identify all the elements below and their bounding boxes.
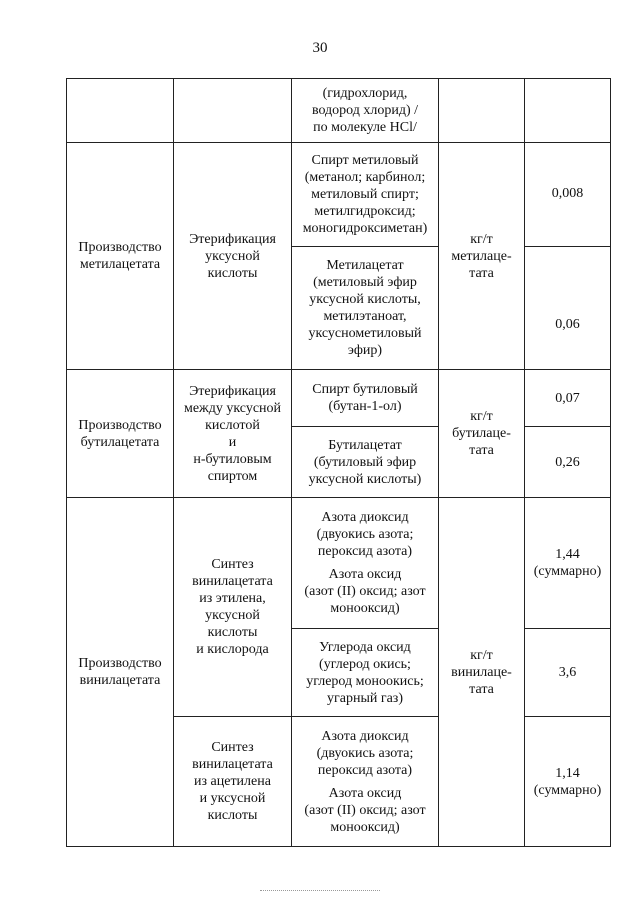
production-text: Производство винилацетата xyxy=(78,656,162,688)
substance-text: Азота оксид (азот (II) оксид; азот монооксид) xyxy=(304,785,426,835)
process-cell xyxy=(174,370,292,498)
page-number: 30 xyxy=(312,40,328,56)
unit-text: кг/т винилаце- тата xyxy=(451,647,512,697)
process-cell xyxy=(174,717,292,847)
unit-cell xyxy=(439,370,525,498)
substance-text: Азота диоксид (двуокись азота; пероксид азота) xyxy=(316,510,414,559)
substance-text: Бутилацетат (бутиловый эфир уксусной кислоты) xyxy=(308,437,422,487)
value-cell xyxy=(525,629,611,717)
value-text: 3,6 xyxy=(558,665,577,680)
process-cell xyxy=(174,498,292,717)
value-text: 0,06 xyxy=(555,316,580,332)
footer-divider xyxy=(260,890,380,891)
substance-cell xyxy=(292,370,439,427)
emissions-table xyxy=(66,78,611,847)
substance-text: (гидрохлорид, водород хлорид) / по молекуле HCl/ xyxy=(311,86,419,135)
value-cell xyxy=(525,247,611,370)
process-text: Этерификация уксусной кислоты xyxy=(189,231,276,281)
value-text: 1,14 (суммарно) xyxy=(533,765,602,798)
production-text: Производство метилацетата xyxy=(78,240,162,272)
table-cell-empty xyxy=(67,79,174,143)
value-cell xyxy=(525,498,611,629)
production-text: Производство бутилацетата xyxy=(78,417,162,450)
unit-cell xyxy=(439,143,525,370)
value-cell xyxy=(525,143,611,247)
substance-text: Спирт бутиловый (бутан-1-ол) xyxy=(312,382,418,414)
process-text: Синтез винилацетата из этилена, уксусной кислоты и кислорода xyxy=(192,557,273,657)
value-text: 1,44 (суммарно) xyxy=(533,547,602,579)
process-text: Синтез винилацетата из ацетилена и уксусной кислоты xyxy=(192,740,273,823)
substance-cell xyxy=(292,717,439,847)
value-cell xyxy=(525,717,611,847)
substance-text: Азота диоксид (двуокись азота; пероксид азота) xyxy=(316,728,414,778)
value-text: 0,008 xyxy=(551,186,584,201)
substance-text: Метилацетат (метиловый эфир уксусной кислоты, метилэтаноат, уксуснометиловый эфир) xyxy=(308,258,422,358)
production-cell xyxy=(67,370,174,498)
substance-text: Углерода оксид (углерод окись; углерод моноокись; угарный газ) xyxy=(306,639,424,706)
substance-text: Азота оксид (азот (II) оксид; азот монооксид) xyxy=(304,567,426,616)
substance-cell xyxy=(292,427,439,498)
production-cell xyxy=(67,143,174,370)
substance-cell xyxy=(292,143,439,247)
unit-text: кг/т бутилаце- тата xyxy=(452,409,511,458)
substance-cell xyxy=(292,79,439,143)
process-cell xyxy=(174,143,292,370)
substance-cell xyxy=(292,498,439,629)
table-cell-empty xyxy=(525,79,611,143)
value-cell xyxy=(525,427,611,498)
table-cell-empty xyxy=(174,79,292,143)
value-text: 0,26 xyxy=(555,454,580,470)
value-cell xyxy=(525,370,611,427)
substance-text: Спирт метиловый (метанол; карбинол; метиловый спирт; метилгидроксид; моногидроксиметан) xyxy=(302,153,428,236)
unit-cell xyxy=(439,498,525,847)
production-cell xyxy=(67,498,174,847)
value-text: 0,07 xyxy=(555,390,580,406)
substance-cell xyxy=(292,247,439,370)
unit-text: кг/т метилаце- тата xyxy=(451,231,512,281)
process-text: Этерификация между уксусной кислотой и н-бутиловым спиртом xyxy=(183,383,282,484)
substance-cell xyxy=(292,629,439,717)
table-cell-empty xyxy=(439,79,525,143)
